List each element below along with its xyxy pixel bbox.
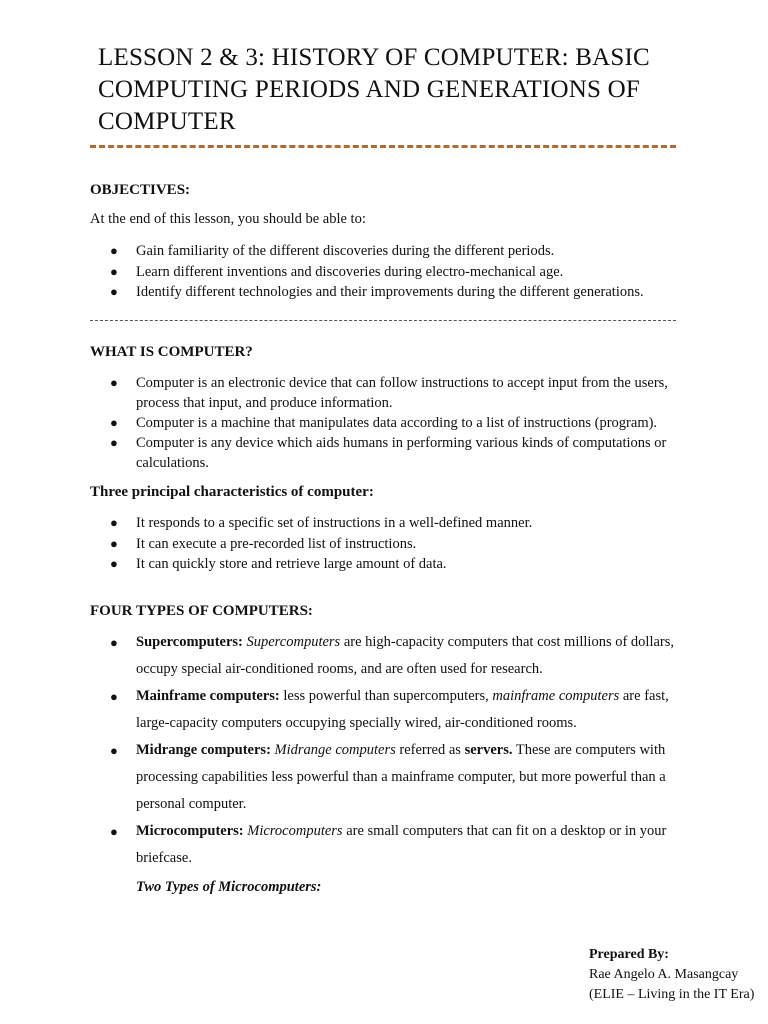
term-label: Midrange computers:	[136, 742, 271, 758]
title-divider	[90, 145, 676, 148]
list-item: ● Computer is any device which aids humans in performing various kinds of computations or calculations.	[110, 435, 667, 471]
objectives-heading: OBJECTIVES:	[90, 182, 191, 198]
list-item: ● It responds to a specific set of instructions in a well-defined manner.	[90, 513, 680, 534]
term-label: Mainframe computers:	[136, 688, 280, 704]
term-label: Supercomputers:	[136, 634, 243, 650]
types-list	[90, 629, 680, 872]
types-heading: FOUR TYPES OF COMPUTERS:	[90, 603, 313, 619]
bullet-icon: ●	[110, 243, 118, 258]
objectives-list	[90, 241, 680, 303]
characteristics-list	[90, 513, 680, 575]
list-item: ● Identify different technologies and their improvements during the different generations.	[90, 282, 680, 303]
bullet-icon: ●	[110, 515, 118, 530]
what-is-list	[90, 373, 680, 473]
lesson-title: LESSON 2 & 3: HISTORY OF COMPUTER: BASIC COMPUTING PERIODS AND GENERATIONS OF COMPUTER	[98, 44, 650, 135]
list-item: ● Computer is an electronic device that can follow instructions to accept input from the users, process that input, and produce information.	[110, 375, 668, 411]
term-label: Microcomputers:	[136, 823, 244, 839]
bullet-icon: ●	[110, 375, 118, 390]
section-divider	[90, 320, 676, 321]
bullet-icon: ●	[110, 743, 118, 758]
list-item: ● It can execute a pre-recorded list of instructions.	[90, 534, 680, 555]
bullet-icon: ●	[110, 415, 118, 430]
bullet-icon: ●	[110, 824, 118, 839]
list-item: ● Computer is a machine that manipulates data according to a list of instructions (program).	[110, 415, 658, 431]
list-item: ● Microcomputers: Microcomputers are small computers that can fit on a desktop or in your briefcase.	[90, 818, 680, 872]
bullet-icon: ●	[110, 284, 118, 299]
list-item: ● Midrange computers: Midrange computers referred as servers. These are computers with processing capabilities less powerful than a mainframe computer, but more powerful than a personal computer.	[90, 737, 680, 818]
author-name: Rae Angelo A. Masangcay	[589, 967, 739, 982]
characteristics-heading: Three principal characteristics of computer:	[90, 484, 374, 500]
course-name: (ELIE – Living in the IT Era)	[589, 987, 755, 1002]
what-is-heading: WHAT IS COMPUTER?	[90, 344, 253, 360]
bullet-icon: ●	[110, 263, 118, 279]
objectives-intro: At the end of this lesson, you should be able to:	[90, 211, 366, 227]
bullet-icon: ●	[110, 689, 118, 704]
list-item: ● Gain familiarity of the different discoveries during the different periods.	[90, 241, 680, 262]
prepared-by-block	[589, 945, 754, 1005]
bullet-icon: ●	[110, 635, 118, 650]
bullet-icon: ●	[110, 435, 118, 450]
list-item: ● Supercomputers: Supercomputers are high-capacity computers that cost millions of dollars, occupy special air-conditioned rooms, and are often used for research.	[90, 629, 680, 683]
bullet-icon: ●	[110, 556, 118, 571]
list-item: ● It can quickly store and retrieve large amount of data.	[90, 554, 680, 575]
list-item: ● Mainframe computers: less powerful than supercomputers, mainframe computers are fast, large-capacity computers occupying specially wired, air-conditioned rooms.	[90, 683, 680, 737]
microcomputer-types-heading: Two Types of Microcomputers:	[136, 879, 322, 895]
prepared-by-label: Prepared By:	[589, 947, 669, 962]
list-item: ● Learn different inventions and discoveries during electro-mechanical age.	[90, 262, 680, 283]
bullet-icon: ●	[110, 535, 118, 551]
